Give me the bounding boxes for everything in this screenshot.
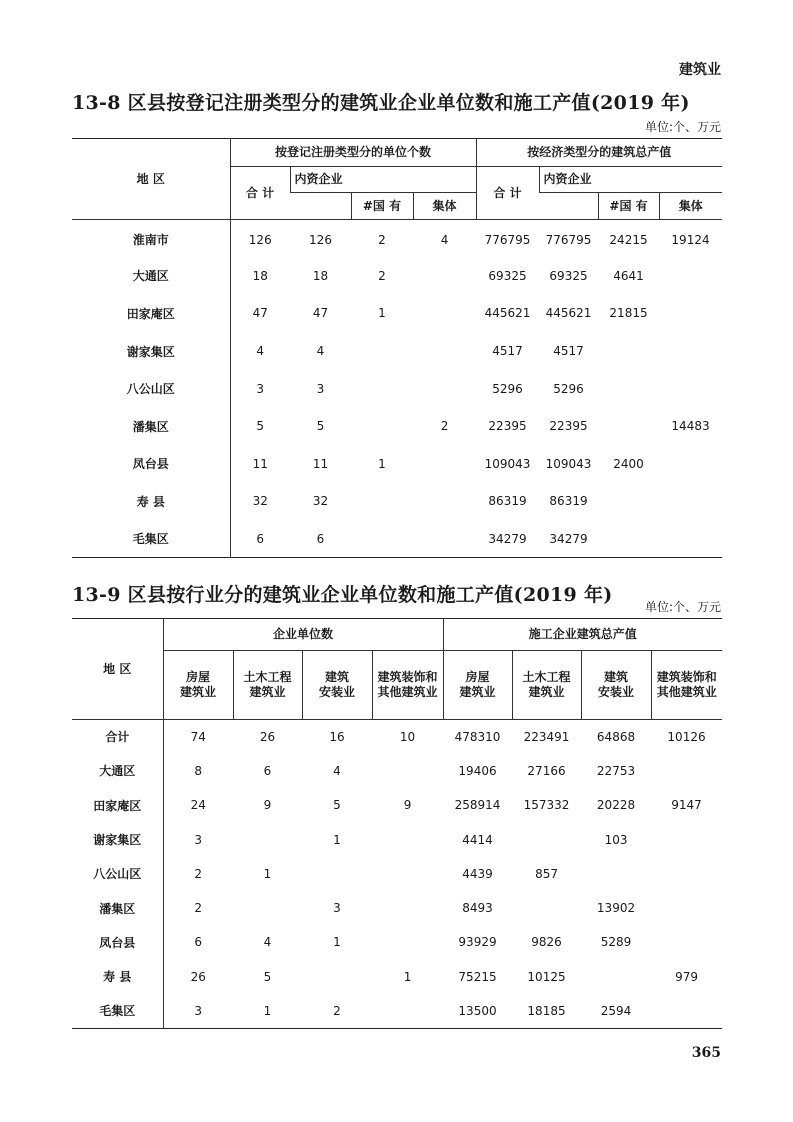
- table-row: [72, 960, 722, 994]
- table-cell: [351, 332, 413, 370]
- table1-header-group1: 按登记注册类型分的单位个数: [230, 139, 476, 167]
- table-row: [72, 754, 722, 788]
- table-cell: 6: [194, 935, 203, 950]
- table-cell: 18: [312, 268, 329, 283]
- table-cell: 22753: [596, 763, 636, 778]
- table-cell: 5: [263, 969, 272, 984]
- row-region: 毛集区: [72, 520, 230, 558]
- table-cell: 74: [190, 729, 206, 744]
- table-cell: 24: [190, 798, 206, 813]
- page-number: 365: [691, 1045, 721, 1061]
- table1-body: [72, 220, 722, 558]
- table1-header-state-b: #国 有: [598, 193, 659, 220]
- table2-title: 13-9 区县按行业分的建筑业企业单位数和施工产值(2019 年): [72, 584, 613, 606]
- row-region: 寿 县: [72, 483, 230, 521]
- table-cell: 223491: [523, 729, 570, 744]
- table-cell: 10126: [667, 729, 706, 744]
- row-region: 合计: [72, 720, 163, 754]
- table-cell: 3: [194, 832, 203, 847]
- table-cell: 26: [190, 969, 206, 984]
- table-cell: 18185: [527, 1003, 566, 1018]
- table-cell: 2594: [600, 1003, 632, 1018]
- table-cell: 2400: [613, 456, 644, 471]
- table2-header-group2: 施工企业建筑总产值: [443, 619, 722, 651]
- row-region: 大通区: [72, 257, 230, 295]
- table-cell: [598, 483, 659, 521]
- table-cell: 157332: [523, 798, 570, 813]
- table-cell: 1: [263, 866, 272, 881]
- table-row: [72, 822, 722, 856]
- table-cell: 5296: [492, 381, 523, 396]
- table-cell: 776795: [545, 232, 592, 247]
- table-cell: 26: [259, 729, 276, 744]
- table1-unit: 单位:个、万元: [644, 120, 721, 134]
- row-region: 大通区: [72, 754, 163, 788]
- table-cell: 4641: [613, 268, 644, 283]
- table-cell: 27166: [527, 763, 566, 778]
- table2: [72, 618, 722, 1029]
- table-cell: [372, 822, 443, 856]
- row-region: 凤台县: [72, 925, 163, 959]
- table-cell: 9: [403, 798, 412, 813]
- table-cell: 1: [403, 969, 412, 984]
- table-cell: [413, 483, 476, 521]
- table-row: [72, 483, 722, 521]
- table-cell: 1: [263, 1003, 272, 1018]
- table2-header-group1: 企业单位数: [163, 619, 443, 651]
- table-cell: 86319: [549, 494, 588, 509]
- table-cell: 64868: [596, 729, 636, 744]
- table-cell: 126: [309, 232, 332, 247]
- row-region: 八公山区: [72, 857, 163, 891]
- table-cell: 34279: [488, 531, 527, 546]
- table-cell: 109043: [545, 456, 592, 471]
- table-cell: 6: [256, 531, 265, 546]
- table-row: [72, 332, 722, 370]
- table-cell: [372, 925, 443, 959]
- table-cell: [413, 332, 476, 370]
- table2-body: [72, 720, 722, 1029]
- table-cell: [233, 822, 302, 856]
- table-cell: 6: [263, 763, 272, 778]
- table-cell: 20228: [596, 798, 636, 813]
- table-cell: [598, 520, 659, 558]
- table-cell: 8493: [462, 901, 493, 916]
- table-cell: [659, 483, 722, 521]
- table-cell: 2: [378, 268, 386, 283]
- table-cell: 19124: [671, 232, 710, 247]
- table-cell: [651, 891, 722, 925]
- table-row: [72, 445, 722, 483]
- row-region: 毛集区: [72, 994, 163, 1028]
- table-cell: [651, 925, 722, 959]
- table2-header-region: 地 区: [72, 619, 163, 720]
- table-row: [72, 994, 722, 1028]
- table1-header-domestic-a: 内资企业: [290, 167, 476, 193]
- table-cell: 3: [316, 381, 325, 396]
- table-cell: [659, 332, 722, 370]
- table-cell: [659, 295, 722, 333]
- table-cell: [651, 857, 722, 891]
- table-cell: [413, 370, 476, 408]
- table-cell: 11: [312, 456, 329, 471]
- table-cell: 4: [440, 232, 449, 247]
- table-cell: 1: [333, 935, 341, 950]
- table-cell: 2: [194, 866, 203, 881]
- table-cell: [512, 891, 581, 925]
- row-region: 凤台县: [72, 445, 230, 483]
- table-cell: 2: [333, 1003, 341, 1018]
- table2-header-housing-a: 房屋 建筑业: [163, 651, 233, 720]
- table-cell: 13500: [458, 1003, 497, 1018]
- table-cell: 47: [312, 306, 329, 321]
- table-cell: [598, 370, 659, 408]
- row-region: 田家庵区: [72, 788, 163, 822]
- table-cell: 8: [194, 763, 203, 778]
- table-cell: 3: [333, 901, 341, 916]
- table-cell: 4414: [462, 832, 493, 847]
- table1-header-group2: 按经济类型分的建筑总产值: [476, 139, 722, 167]
- table-cell: [372, 891, 443, 925]
- table-cell: [372, 857, 443, 891]
- table-cell: 5289: [600, 935, 632, 950]
- table2-header-install-b: 建筑 安装业: [581, 651, 651, 720]
- table-cell: 9826: [531, 935, 562, 950]
- row-region: 谢家集区: [72, 332, 230, 370]
- table-cell: [413, 257, 476, 295]
- table-cell: [659, 520, 722, 558]
- table-row: [72, 788, 722, 822]
- table-cell: [302, 960, 372, 994]
- table-cell: [372, 994, 443, 1028]
- table-cell: [351, 520, 413, 558]
- table-cell: 2: [440, 419, 449, 434]
- table-cell: 3: [194, 1003, 203, 1018]
- table-cell: 4517: [553, 344, 584, 359]
- table-cell: 14483: [671, 419, 710, 434]
- table1-header-region: 地 区: [72, 139, 230, 220]
- table-cell: 10125: [527, 969, 566, 984]
- table-cell: 109043: [484, 456, 531, 471]
- table-cell: 478310: [454, 729, 501, 744]
- table-cell: 4: [333, 763, 341, 778]
- table-cell: 1: [378, 456, 386, 471]
- table-cell: 4439: [462, 866, 493, 881]
- table-cell: 16: [329, 729, 345, 744]
- table1-header-domestic-b: 内资企业: [539, 167, 722, 193]
- row-region: 淮南市: [72, 220, 230, 258]
- table-cell: 126: [248, 232, 272, 247]
- table-cell: 4: [256, 344, 265, 359]
- table-cell: 9: [263, 798, 272, 813]
- table-cell: [659, 445, 722, 483]
- table-cell: 86319: [488, 494, 527, 509]
- table2-unit: 单位:个、万元: [644, 600, 721, 614]
- table-row: [72, 720, 722, 754]
- table-cell: [413, 520, 476, 558]
- table-cell: 2: [378, 232, 386, 247]
- table2-header-civil-a: 土木工程 建筑业: [233, 651, 302, 720]
- table-cell: 2: [194, 901, 203, 916]
- row-region: 寿 县: [72, 960, 163, 994]
- table-cell: 21815: [609, 306, 648, 321]
- table-row: [72, 925, 722, 959]
- table1-header-total-a: 合 计: [230, 167, 290, 220]
- table-cell: 75215: [458, 969, 497, 984]
- table-cell: [233, 891, 302, 925]
- table-cell: 1: [333, 832, 341, 847]
- table-cell: 979: [675, 969, 698, 984]
- table-cell: 3: [256, 381, 265, 396]
- table-cell: 69325: [549, 268, 588, 283]
- table-cell: [351, 483, 413, 521]
- table-cell: 6: [316, 531, 325, 546]
- table-cell: [302, 857, 372, 891]
- table-cell: 32: [312, 494, 329, 509]
- table2-header-install-a: 建筑 安装业: [302, 651, 372, 720]
- table1-title: 13-8 区县按登记注册类型分的建筑业企业单位数和施工产值(2019 年): [72, 92, 690, 114]
- table-cell: 9147: [671, 798, 702, 813]
- table-cell: 857: [535, 866, 558, 881]
- table-cell: 93929: [458, 935, 497, 950]
- table-cell: 103: [604, 832, 628, 847]
- table-cell: 5: [256, 419, 265, 434]
- table-cell: 10: [399, 729, 416, 744]
- row-region: 潘集区: [72, 407, 230, 445]
- table-cell: [651, 822, 722, 856]
- table1: [72, 138, 722, 558]
- table-cell: [651, 754, 722, 788]
- table-row: [72, 220, 722, 258]
- table-cell: 5: [316, 419, 325, 434]
- table-cell: [651, 994, 722, 1028]
- table-cell: 13902: [596, 901, 636, 916]
- table-row: [72, 370, 722, 408]
- table-cell: 4517: [492, 344, 523, 359]
- table2-header-civil-b: 土木工程 建筑业: [512, 651, 581, 720]
- table-cell: 445621: [545, 306, 592, 321]
- table-cell: 4: [263, 935, 272, 950]
- table-cell: [512, 822, 581, 856]
- table-cell: 19406: [458, 763, 497, 778]
- section-label: 建筑业: [679, 62, 721, 78]
- table-cell: [598, 407, 659, 445]
- table-cell: [659, 370, 722, 408]
- table-cell: 258914: [454, 798, 501, 813]
- row-region: 潘集区: [72, 891, 163, 925]
- table-cell: 22395: [488, 419, 527, 434]
- table-row: [72, 407, 722, 445]
- table-cell: [351, 370, 413, 408]
- table-row: [72, 520, 722, 558]
- table-row: [72, 257, 722, 295]
- table-cell: 24215: [609, 232, 648, 247]
- table-cell: 445621: [484, 306, 531, 321]
- table-row: [72, 295, 722, 333]
- row-region: 田家庵区: [72, 295, 230, 333]
- table2-header-housing-b: 房屋 建筑业: [443, 651, 512, 720]
- table1-header-total-b: 合 计: [476, 167, 539, 220]
- table-cell: 69325: [488, 268, 527, 283]
- table-cell: [413, 445, 476, 483]
- table-cell: [351, 407, 413, 445]
- row-region: 谢家集区: [72, 822, 163, 856]
- table-cell: 32: [252, 494, 268, 509]
- table-cell: 22395: [549, 419, 588, 434]
- table-cell: [581, 960, 651, 994]
- table-cell: 4: [316, 344, 325, 359]
- table-cell: 11: [252, 456, 268, 471]
- table-row: [72, 857, 722, 891]
- table-cell: 776795: [484, 232, 531, 247]
- table-row: [72, 891, 722, 925]
- table1-header-collective-a: 集体: [413, 193, 476, 220]
- table-cell: 18: [252, 268, 268, 283]
- table-cell: 34279: [549, 531, 588, 546]
- table-cell: [413, 295, 476, 333]
- table-cell: 1: [378, 306, 386, 321]
- table-cell: [598, 332, 659, 370]
- table-cell: 5296: [553, 381, 584, 396]
- row-region: 八公山区: [72, 370, 230, 408]
- table2-header-decor-b: 建筑装饰和 其他建筑业: [651, 651, 722, 720]
- table-cell: 5: [333, 798, 341, 813]
- table-cell: [659, 257, 722, 295]
- table-cell: [581, 857, 651, 891]
- table1-header-collective-b: 集体: [659, 193, 722, 220]
- table2-header-decor-a: 建筑装饰和 其他建筑业: [372, 651, 443, 720]
- table-cell: [372, 754, 443, 788]
- table1-header-state-a: #国 有: [351, 193, 413, 220]
- table-cell: 47: [252, 306, 268, 321]
